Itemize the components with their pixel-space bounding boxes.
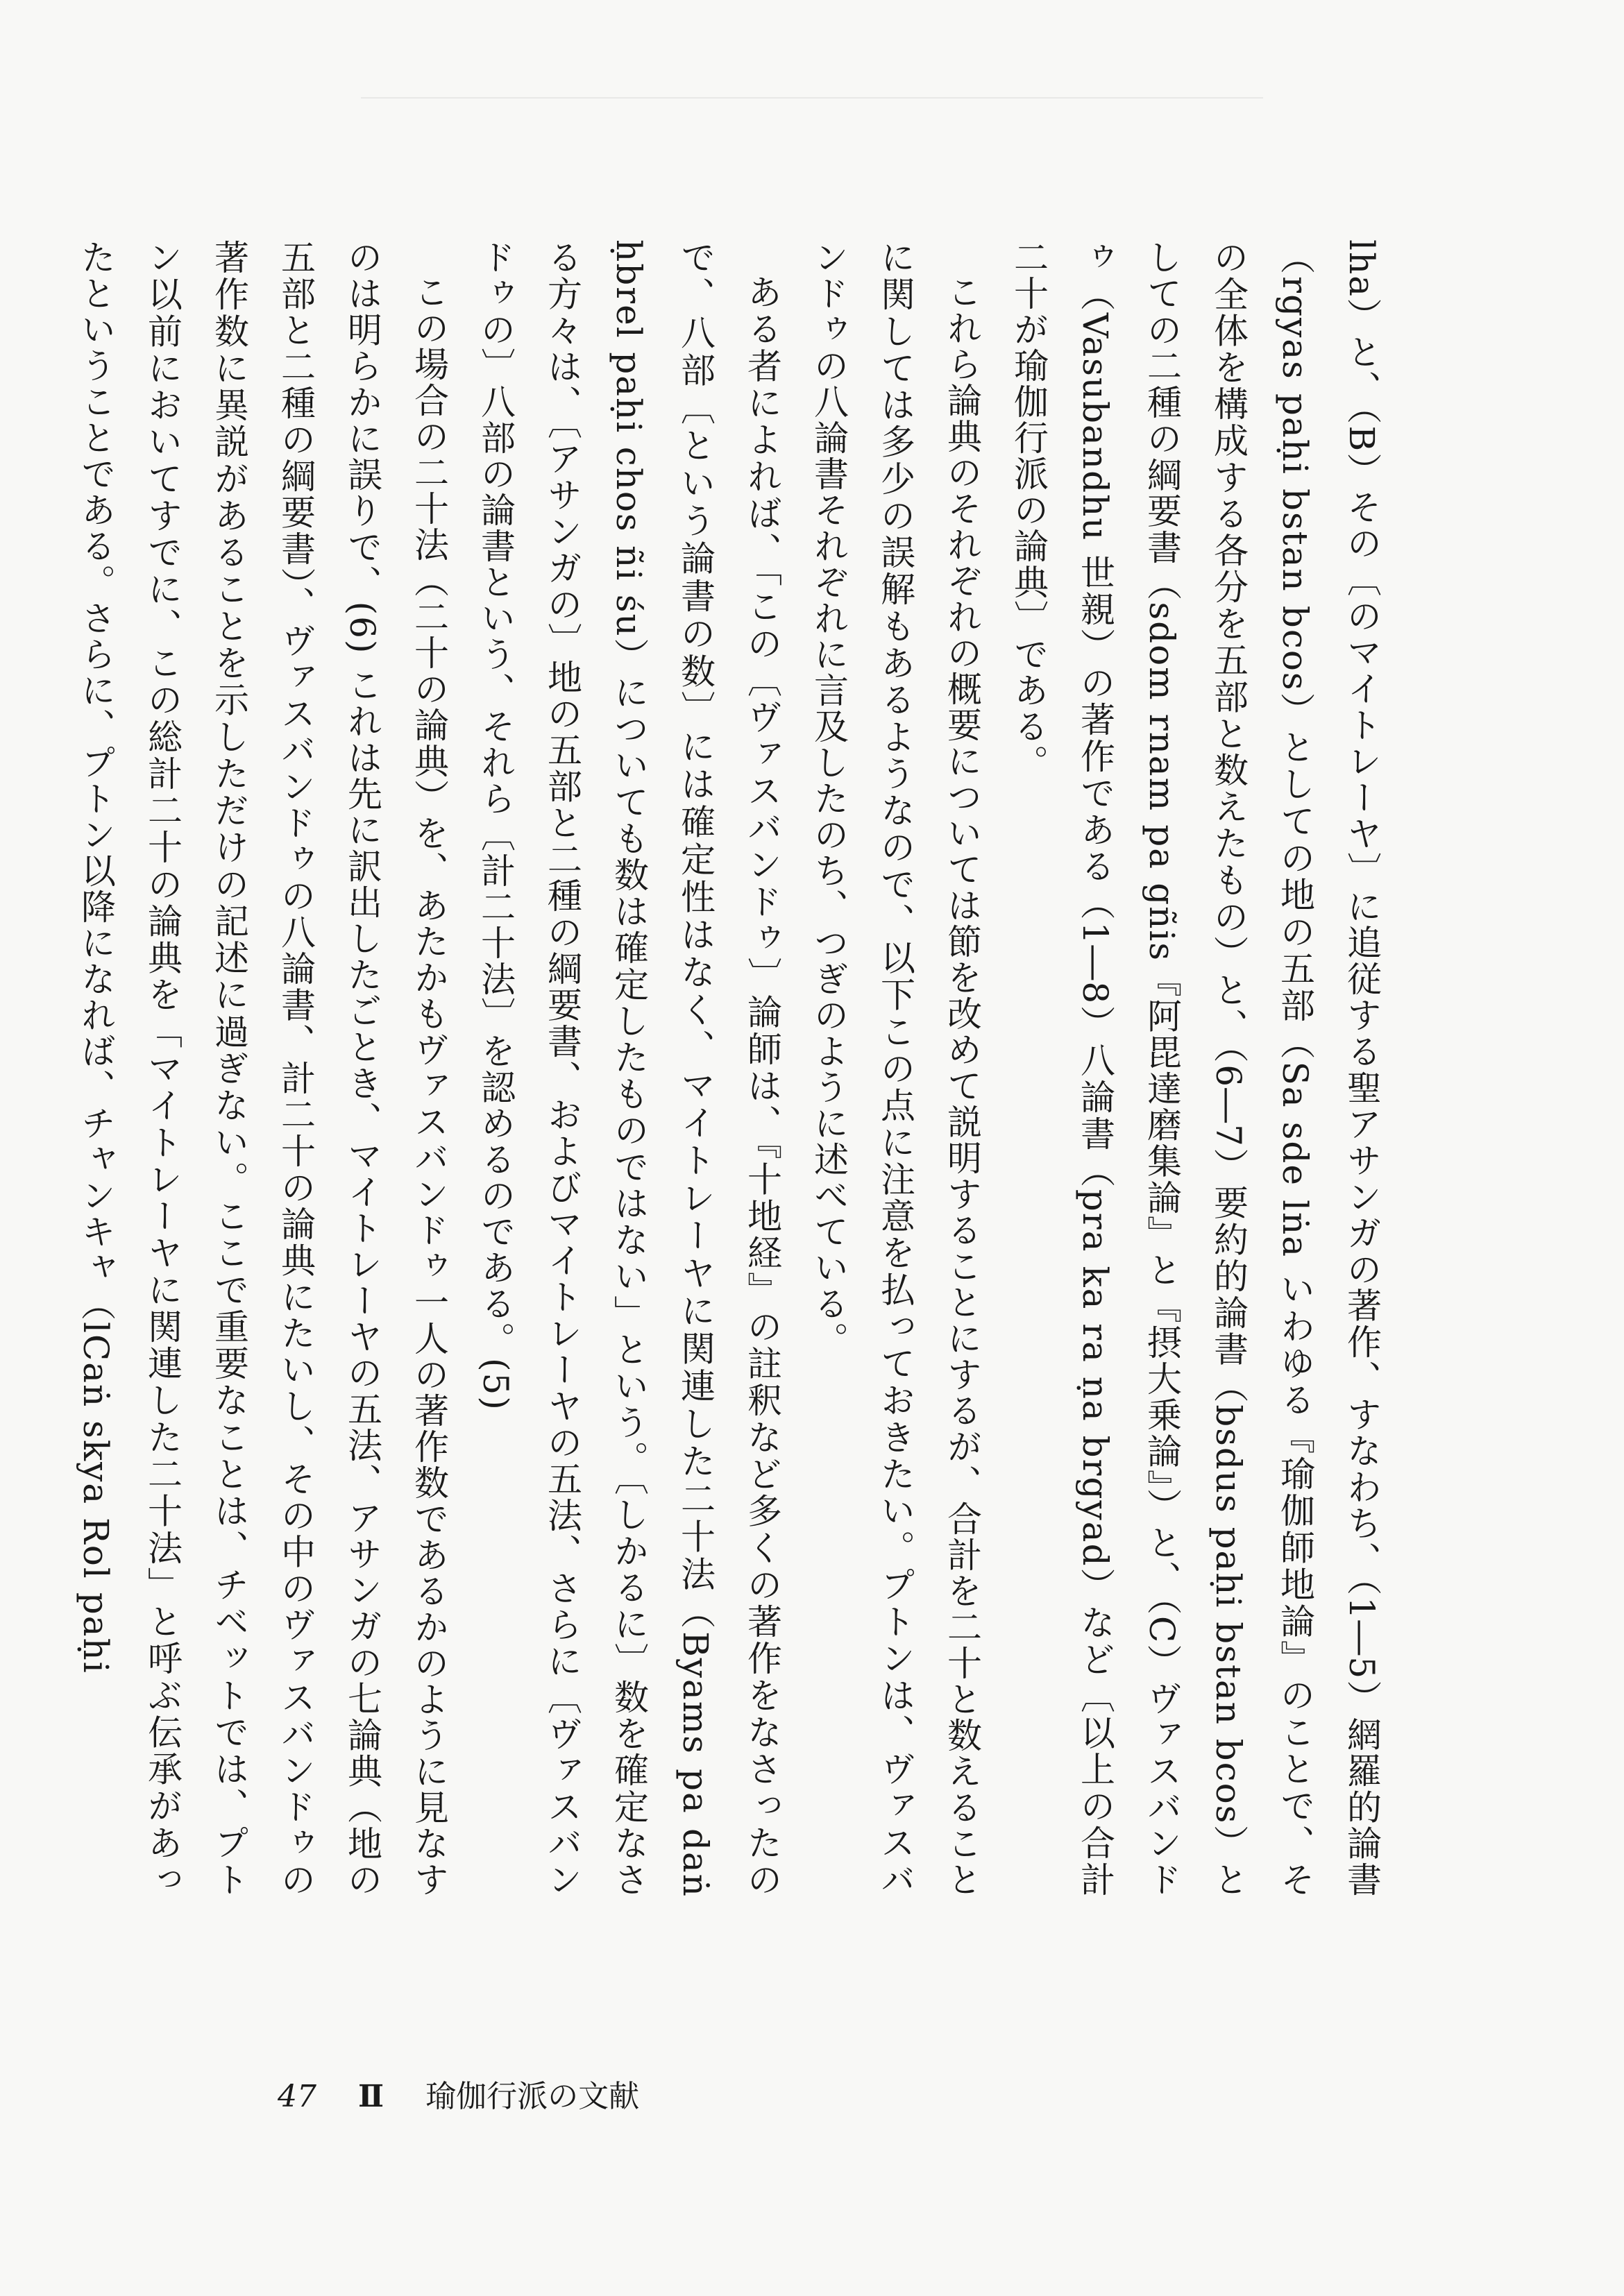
page-number: 47 [278, 2079, 316, 2114]
page-footer [278, 2071, 639, 2116]
chapter-number: Ⅱ [358, 2079, 384, 2114]
vertical-text-block [76, 239, 1395, 1898]
paragraph-2: これら論典のそれぞれの概要については節を改めて説明することにするが、合計を二十と数えることに関しては多少の誤解もあるようなので、以下この点に注意を払っておきたい。プトンは、ヴァスバンドゥの八論書それぞれに言及したのち、つぎのように述べている。 [809, 239, 982, 1898]
paragraph-4: この場合の二十法（二十の論典）を、あたかもヴァスバンドゥ一人の著作数であるかのように見なすのは明らかに誤りで、(6) これは先に訳出したごとき、マイトレーヤの五法、アサンガの七論典（地の五部と二種の綱要書）、ヴァスバンドゥの八論書、計二十の論典にたいし、その中のヴァスバンドゥの著作数に異説があることを示しただけの記述に過ぎない。ここで重要なことは、チベットでは、プトン以前においてすでに、この総計二十の論典を「マイトレーヤに関連した二十法」と呼ぶ伝承があったということである。さらに、プトン以降になれば、チャンキャ（lCaṅ skya Rol paḥi [76, 239, 449, 1898]
running-title: 瑜伽行派の文献 [425, 2079, 640, 2114]
paragraph-1: lha）と、（B）その〔のマイトレーヤ〕に追従する聖アサンガの著作、すなわち、（1―5）網羅的論書（rgyas paḥi bstan bcos）としての地の五部（Sa sde lṅa いわゆる『瑜伽師地論』のことで、その全体を構成する各分を五部と数えたもの）と、（6―7）要約的論書（bsdus paḥi bstan bcos）としての二種の綱要書（sdom rnam pa gñis『阿毘達磨集論』と『摂大乗論』）と、（C）ヴァスバンドゥ（Vasubandhu 世親）の著作である（1―8）八論書（pra ka ra ṇa brgyad）など〔以上の合計二十が瑜伽行派の論典〕である。 [1008, 239, 1382, 1898]
paragraph-3-quote: ある者によれば、「この〔ヴァスバンドゥ〕論師は、『十地経』の註釈など多くの著作をなさったので、八部〔という論書の数〕には確定性はなく、マイトレーヤに関連した二十法（Byams pa daṅ ḥbrel paḥi chos ñi śu）についても数は確定したものではない」という。〔しかるに〕数を確定なさる方々は、〔アサンガの〕地の五部と二種の綱要書、およびマイトレーヤの五法、さらに〔ヴァスバンドゥの〕八部の論書という、それら〔計二十法〕を認めるのである。(5) [475, 239, 782, 1898]
scan-artifact-line [361, 97, 1263, 99]
